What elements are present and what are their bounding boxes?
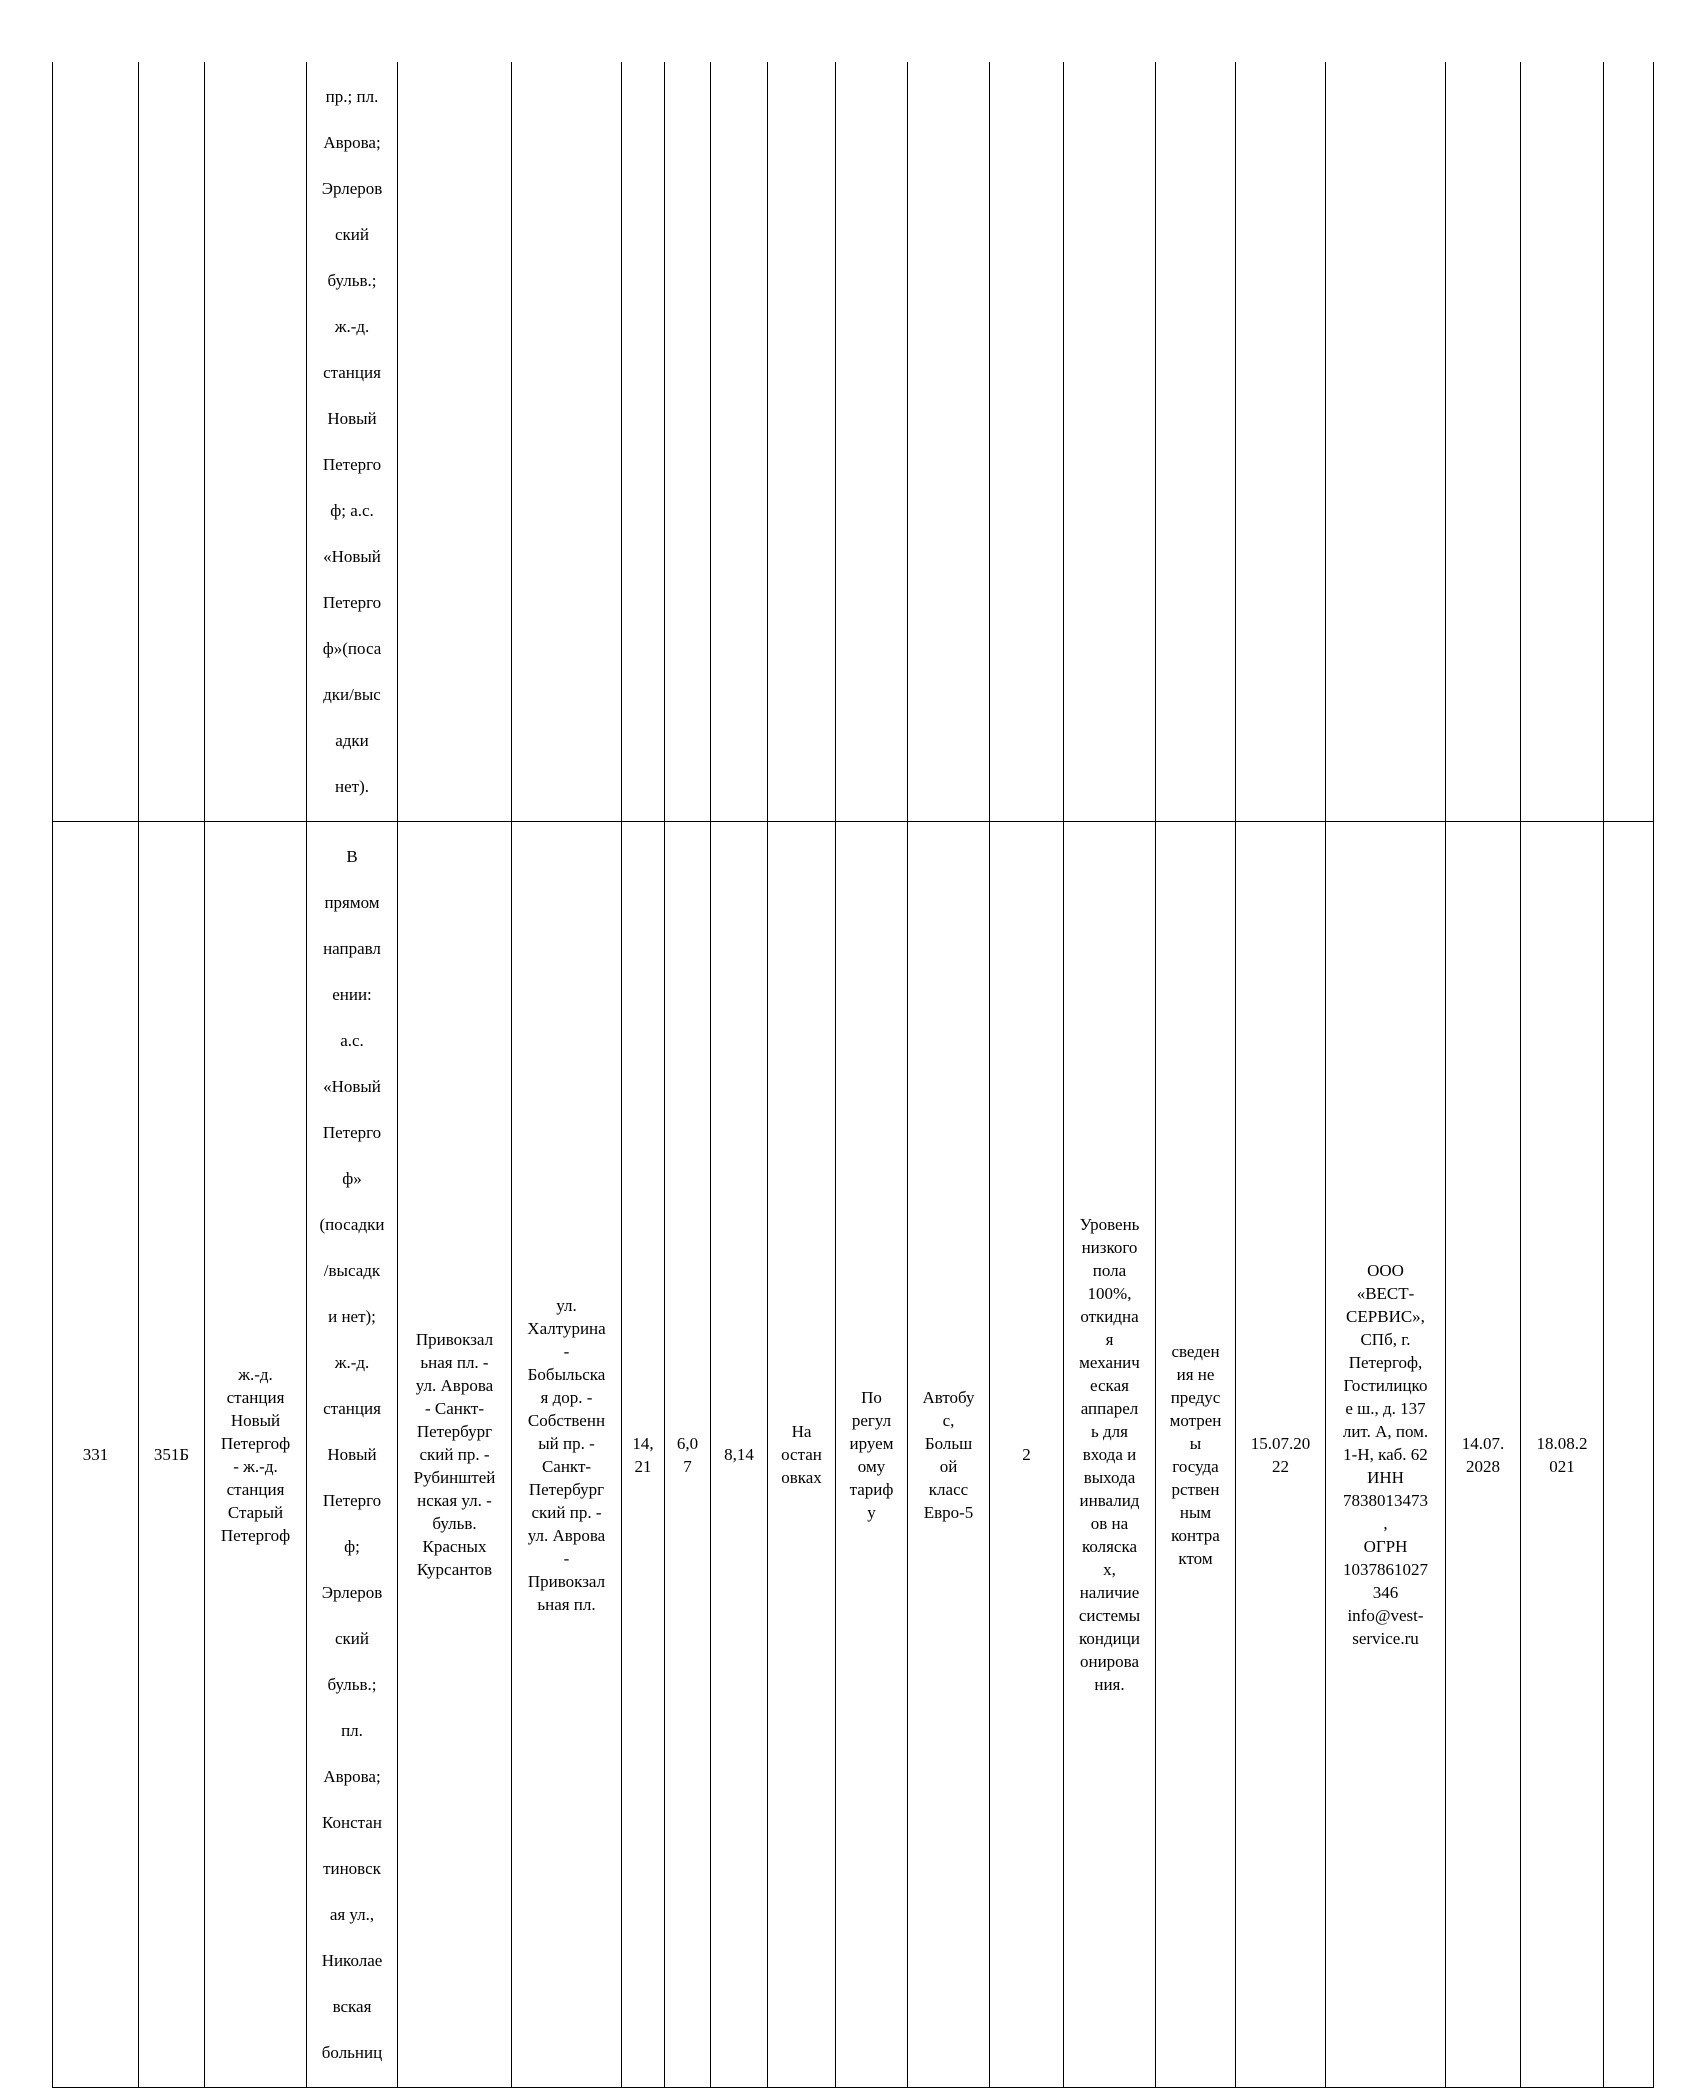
stop-text-line: пл. xyxy=(341,1721,363,1740)
route-number: 351Б xyxy=(139,822,205,2088)
length-total: 8,14 xyxy=(711,822,768,2088)
cell-empty xyxy=(512,62,622,822)
stop-text-line: дки/выс xyxy=(323,685,381,704)
stop-text-line: Петерго xyxy=(322,1123,382,1142)
cell-empty xyxy=(1326,62,1446,822)
stop-text-line: ж.-д. xyxy=(334,317,370,336)
stop-text-line: направл xyxy=(323,939,381,958)
cell-empty xyxy=(398,62,512,822)
route-registry-table xyxy=(52,62,1654,2088)
stop-text-line: ф»(поса xyxy=(322,639,382,658)
cell-empty xyxy=(53,62,139,822)
carrier-info: ООО «ВЕСТ- СЕРВИС», СПб, г. Петергоф, Гостилицко е ш., д. 137 лит. А, пом. 1-Н, каб. 62 ИНН 7838013473 , ОГРН 1037861027 346 info@vest- service.ru xyxy=(1326,822,1446,2088)
stops-cell xyxy=(307,822,398,2088)
stop-text-line: ая ул., xyxy=(329,1905,375,1924)
continuation-row xyxy=(53,62,1654,822)
stop-text-line: станция xyxy=(323,363,381,382)
cell-empty xyxy=(711,62,768,822)
stop-text-line: /высадк xyxy=(323,1261,381,1280)
stop-text-line: Петерго xyxy=(322,593,382,612)
stop-text-line: ский xyxy=(335,1629,369,1648)
cell-empty xyxy=(139,62,205,822)
cell-empty xyxy=(1156,62,1236,822)
stop-text-line: ении: xyxy=(332,985,372,1004)
vehicle-count: 2 xyxy=(990,822,1064,2088)
cell-empty xyxy=(908,62,990,822)
stop-text-line: прямом xyxy=(324,893,380,912)
start-date: 15.07.20 22 xyxy=(1236,822,1326,2088)
vehicle-features: Уровень низкого пола 100%, откидна я механич еская аппарел ь для входа и выхода инвалид ов на коляска х, наличие системы кондици онирова ния. xyxy=(1064,822,1156,2088)
stop-text-line: В xyxy=(346,847,358,866)
cell-empty xyxy=(990,62,1064,822)
cell-empty xyxy=(622,62,665,822)
registry-date: 18.08.2 021 xyxy=(1521,822,1604,2088)
stop-text-line: Новый xyxy=(327,409,377,428)
stop-text-line: «Новый xyxy=(323,1077,381,1096)
length-forward: 14, 21 xyxy=(622,822,665,2088)
extra-cell xyxy=(1604,822,1654,2088)
tariff-type: По регул ируем ому тариф у xyxy=(836,822,908,2088)
stop-text-line: ф; а.с. xyxy=(330,501,374,520)
contract-info: сведен ия не предус мотрен ы госуда рствен ным контра ктом xyxy=(1156,822,1236,2088)
stop-text-line: Эрлеров xyxy=(321,179,383,198)
stop-text-line: Николае xyxy=(321,1951,383,1970)
stop-text-line: пр.; пл. xyxy=(325,87,379,106)
stop-text-line: «Новый xyxy=(323,547,381,566)
stop-text-line: бульв.; xyxy=(327,271,377,290)
cell-empty xyxy=(1064,62,1156,822)
length-backward: 6,0 7 xyxy=(665,822,711,2088)
seq-number: 331 xyxy=(53,822,139,2088)
stop-text-line: адки xyxy=(335,731,369,750)
streets-forward: Привокзал ьная пл. - ул. Аврова - Санкт- Петербург ский пр. - Рубинштей нская ул. - бульв. Красных Курсантов xyxy=(398,822,512,2088)
stop-text-line: Констан xyxy=(322,1813,382,1832)
stop-text-line: тиновск xyxy=(323,1859,381,1878)
cell-empty xyxy=(1521,62,1604,822)
stop-text-line: (посадки xyxy=(319,1215,385,1234)
cell-empty xyxy=(1236,62,1326,822)
stop-text-line: ф; xyxy=(344,1537,360,1556)
stop-text-line: Петерго xyxy=(322,455,382,474)
stop-text-line: Новый xyxy=(327,1445,377,1464)
stop-text-line: Аврова; xyxy=(323,133,381,152)
stop-text-line: станция xyxy=(323,1399,381,1418)
stops-cell-continued xyxy=(307,62,398,822)
end-date: 14.07. 2028 xyxy=(1446,822,1521,2088)
cell-empty xyxy=(1604,62,1654,822)
streets-backward: ул. Халтурина - Бобыльска я дор. - Собственн ый пр. - Санкт- Петербург ский пр. - ул. Аврова - Привокзал ьная пл. xyxy=(512,822,622,2088)
boarding-order: На остан овках xyxy=(768,822,836,2088)
route-row xyxy=(53,822,1654,2088)
stop-text-line: больниц xyxy=(321,2043,383,2062)
cell-empty xyxy=(1446,62,1521,822)
stop-text-line: Аврова; xyxy=(323,1767,381,1786)
stop-text-line: и нет); xyxy=(328,1307,376,1326)
route-name: ж.-д. станция Новый Петергоф - ж.-д. станция Старый Петергоф xyxy=(205,822,307,2088)
vehicle-type: Автобу с, Больш ой класс Евро-5 xyxy=(908,822,990,2088)
cell-empty xyxy=(205,62,307,822)
stop-text-line: ский xyxy=(335,225,369,244)
stop-text-line: бульв.; xyxy=(327,1675,377,1694)
cell-empty xyxy=(836,62,908,822)
stop-text-line: вская xyxy=(332,1997,372,2016)
cell-empty xyxy=(665,62,711,822)
stop-text-line: а.с. xyxy=(340,1031,364,1050)
stop-text-line: ж.-д. xyxy=(334,1353,370,1372)
cell-empty xyxy=(768,62,836,822)
stop-text-line: Петерго xyxy=(322,1491,382,1510)
stop-text-line: Эрлеров xyxy=(321,1583,383,1602)
stop-text-line: ф» xyxy=(342,1169,362,1188)
stop-text-line: нет). xyxy=(335,777,369,796)
